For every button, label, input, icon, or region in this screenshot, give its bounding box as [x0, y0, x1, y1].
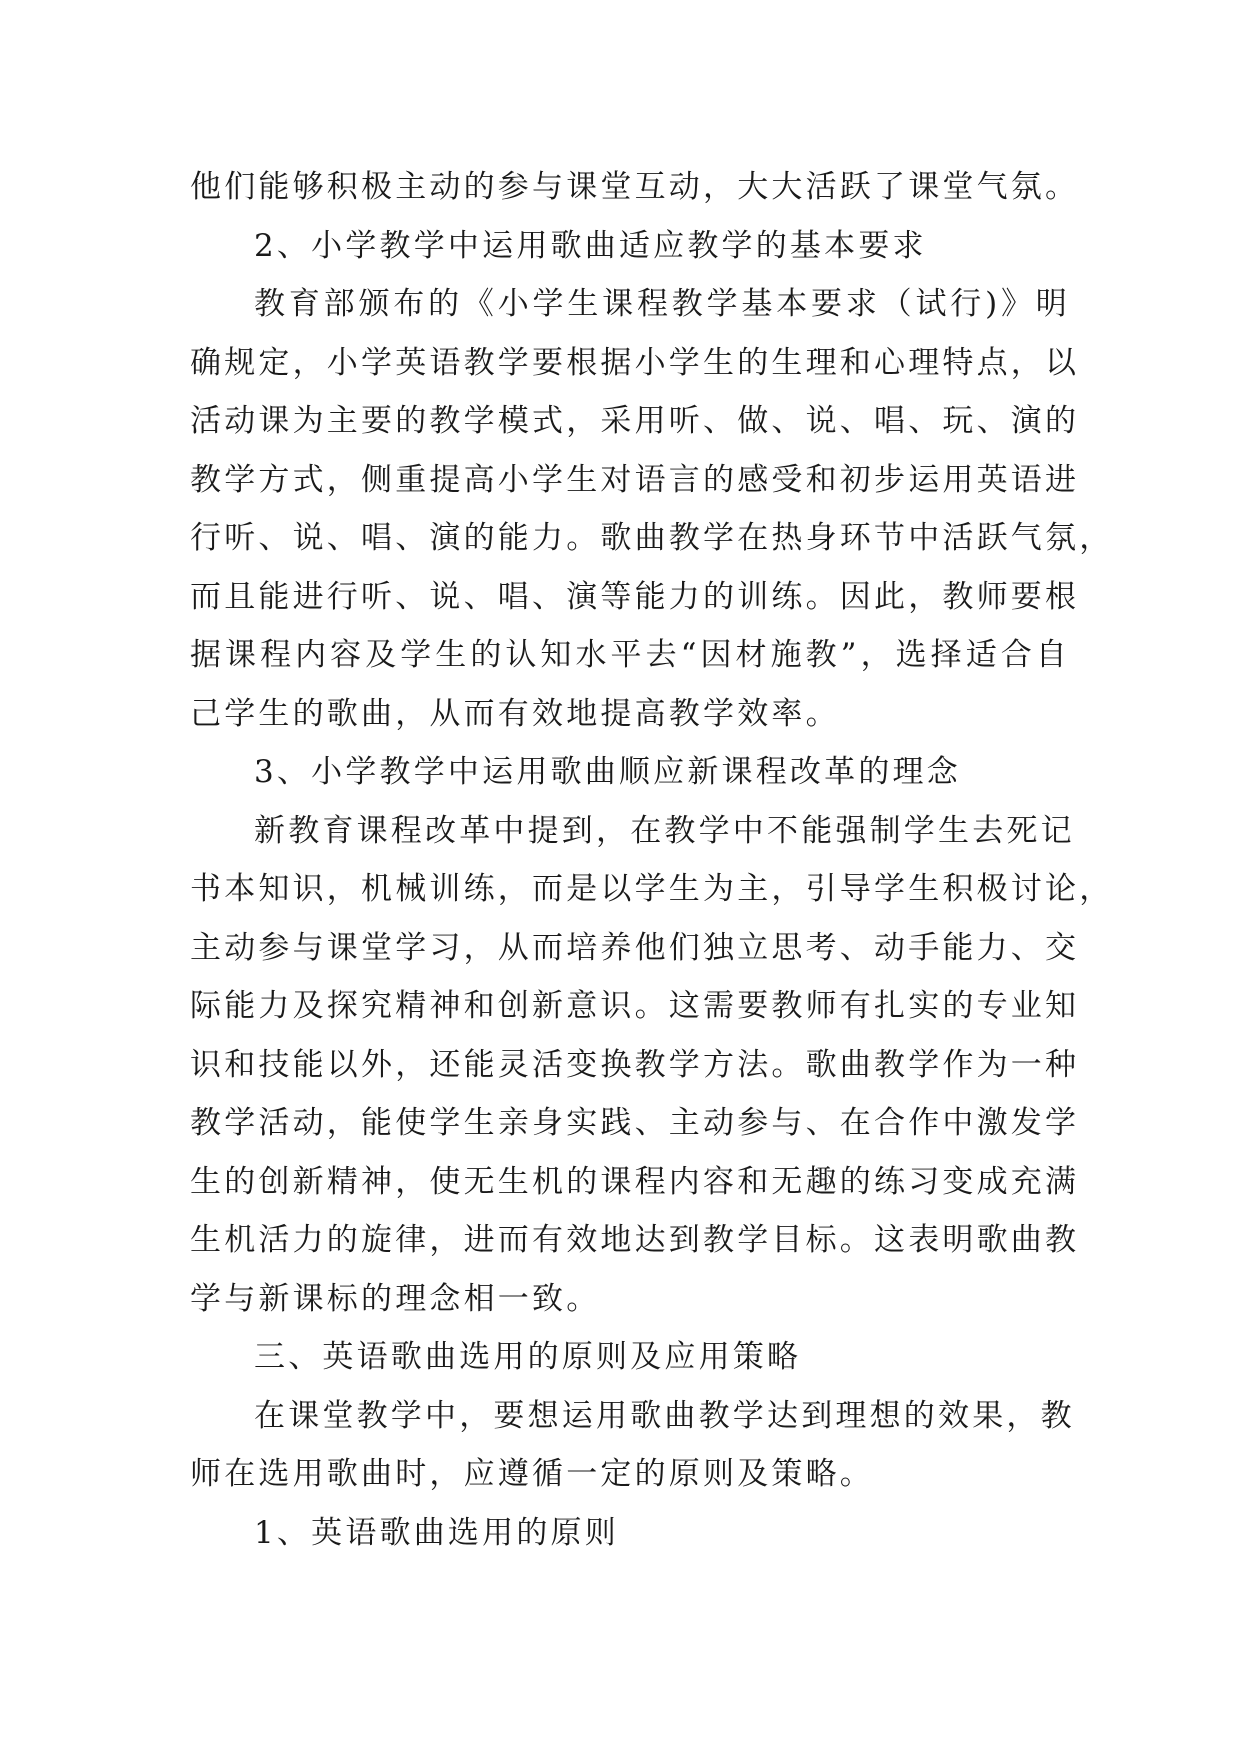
paragraph-line: 教学活动，能使学生亲身实践、主动参与、在合作中激发学: [190, 1105, 1080, 1141]
paragraph-line: 在课堂教学中，要想运用歌曲教学达到理想的效果，教: [254, 1397, 1075, 1434]
section-heading: 3、小学教学中运用歌曲顺应新课程改革的理念: [254, 754, 961, 790]
paragraph-line: 活动课为主要的教学模式，采用听、做、说、唱、玩、演的: [190, 403, 1080, 439]
paragraph-line: 书本知识，机械训练，而是以学生为主，引导学生积极讨论，: [190, 871, 1114, 907]
paragraph-line: 据课程内容及学生的认知水平去“因材施教”，选择适合自: [190, 637, 1070, 673]
paragraph-line: 新教育课程改革中提到，在教学中不能强制学生去死记: [254, 812, 1075, 849]
paragraph-line: 生机活力的旋律，进而有效地达到教学目标。这表明歌曲教: [190, 1222, 1080, 1258]
section-heading: 1、英语歌曲选用的原则: [254, 1514, 619, 1551]
paragraph-line: 教学方式，侧重提高小学生对语言的感受和初步运用英语进: [190, 461, 1080, 498]
paragraph-line: 际能力及探究精神和创新意识。这需要教师有扎实的专业知: [190, 988, 1080, 1024]
paragraph-line: 识和技能以外，还能灵活变换教学方法。歌曲教学作为一种: [190, 1046, 1080, 1083]
paragraph-line: 学与新课标的理念相一致。: [190, 1280, 601, 1317]
paragraph-line: 己学生的歌曲，从而有效地提高教学效率。: [190, 695, 840, 732]
paragraph-line: 生的创新精神，使无生机的课程内容和无趣的练习变成充满: [190, 1163, 1080, 1200]
paragraph-line: 而且能进行听、说、唱、演等能力的训练。因此，教师要根: [190, 578, 1080, 615]
section-heading: 三、英语歌曲选用的原则及应用策略: [254, 1339, 802, 1375]
document-page: [190, 158, 1114, 1562]
paragraph-line: 师在选用歌曲时，应遵循一定的原则及策略。: [190, 1456, 874, 1492]
paragraph-line: 主动参与课堂学习，从而培养他们独立思考、动手能力、交: [190, 929, 1080, 966]
paragraph-line: 他们能够积极主动的参与课堂互动，大大活跃了课堂气氛。: [190, 169, 1080, 205]
paragraph-line: 教育部颁布的《小学生课程教学基本要求（试行)》明: [254, 286, 1070, 322]
paragraph-line: 确规定，小学英语教学要根据小学生的生理和心理特点，以: [190, 344, 1080, 381]
section-heading: 2、小学教学中运用歌曲适应教学的基本要求: [254, 227, 927, 264]
paragraph-line: 行听、说、唱、演的能力。歌曲教学在热身环节中活跃气氛，: [190, 520, 1114, 556]
